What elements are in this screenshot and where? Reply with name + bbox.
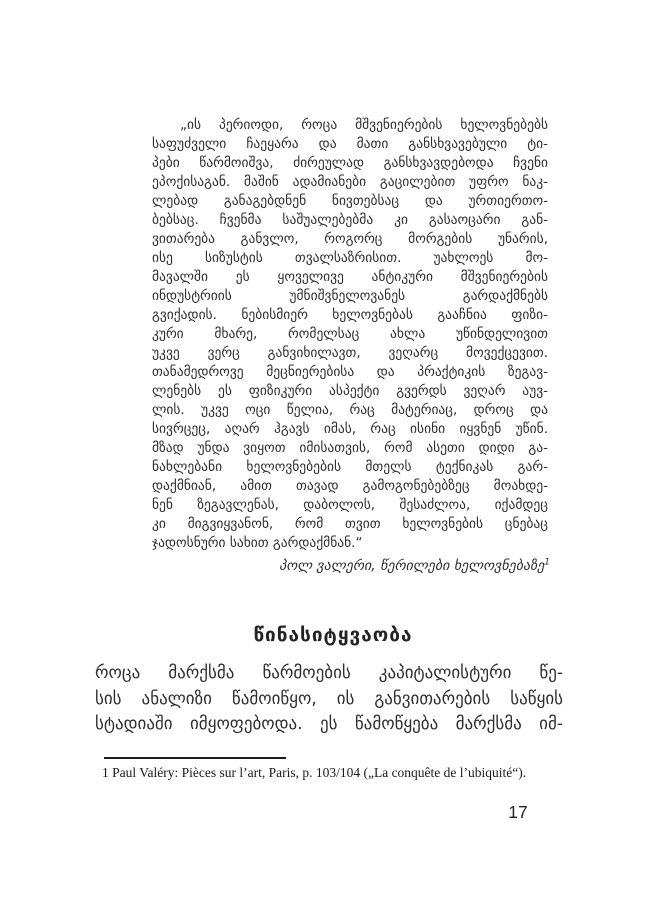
page-number: 17 [508,802,528,822]
text-line: სტადიაში იმყოფებოდა. ეს წამოწყება მარქსმა იმ- [95,714,563,734]
footnote-marker: 1 [102,765,109,780]
text-line: სივრცეც, აღარ ჰგავს იმას, რაც ისინი იყვნენ უწინ. [152,421,548,437]
text-line: ეპოქისაგან. მაშინ ადამიანები გაცილებით უფრო ნაკ- [152,174,548,190]
text-line: როცა მარქსმა წარმოების კაპიტალისტური წე- [95,663,563,683]
text-line: ბებსაც. ჩვენმა საშუალებებმა კი გასაოცარი გან- [152,212,548,228]
text-line: ნენ ზეგავლენას, დაბოლოს, შესაძლოა, იქამდეც [152,497,548,513]
text-line: ლებად განაგებდნენ ნივთებსაც და ურთიერთო- [152,193,548,209]
text-line: სის ანალიზი წამოიწყო, ის განვითარების საწყის [95,688,563,709]
text-line: „ის პერიოდი, როცა მშვენიერების ხელოვნებებს [180,117,548,133]
text-line: ისე სიზუსტის თვალსაზრისით. უახლოეს მო- [152,250,548,266]
attribution-text: პოლ ვალერი, წერილები ხელოვნებაზე [279,558,545,574]
text-line: დაქმნიან, ამით თავად გამოგონებებზეც მოახდე- [152,478,548,494]
text-line: გვიქადის. ნებისმიერ ხელოვნებას გააჩნია ფიზი- [152,307,548,323]
text-line: კი მიგვიყვანონ, რომ თვით ხელოვნების ცნებაც [152,516,548,532]
footnote-text: Paul Valéry: Pièces sur l’art, Paris, p. 103/104 („La conquête de l’ubiquité“). [108,765,527,780]
text-line: ლენებს ეს ფიზიკური ასპექტი გვერდს ვეღარ აუვ- [152,383,548,399]
epigraph-attribution [150,556,550,576]
text-line: პები წარმოიშვა, ძირეულად განსხვავდებოდა ჩვენი [152,155,548,171]
footnote [102,764,574,781]
text-line: თანამედროვე მეცნიერებისა და პრაქტიკის ზეგავ- [152,364,548,380]
text-line: ნახლებანი ხელოვნებების მთელს ტექნიკას გარ- [152,459,548,475]
text-line: უკვე ვერც განვიხილავთ, ვეღარც მოვექცევით. [152,345,548,361]
body-paragraph [95,661,563,738]
text-line: ჯადოსნური სახით გარდაქმნან.“ [152,535,363,551]
epigraph-quote [152,116,548,553]
text-line: საფუძველი ჩაეყარა და მათი განსხვავებული ტი- [152,136,548,152]
text-line: ვითარება განვლო, როგორც მორგების უნარის, [152,231,548,247]
text-line: ინდუსტრიის უმნიშვნელოვანეს გარდაქმნებს [152,288,548,304]
chapter-heading: წინასიტყვაობა [253,624,413,646]
footnote-separator-rule [104,757,286,759]
text-line: მზად უნდა ვიყოთ იმისათვის, რომ ასეთი დიდი გა- [152,440,548,456]
text-line: კური მხარე, რომელსაც ახლა უწინდელივით [152,326,548,342]
text-line: ლის. უკვე ოცი წელია, რაც მატერიაც, დროც და [152,402,548,418]
footnote-reference-marker: 1 [544,557,550,568]
text-line: მავალში ეს ყოველივე ანტიკური მშვენიერების [152,269,548,285]
